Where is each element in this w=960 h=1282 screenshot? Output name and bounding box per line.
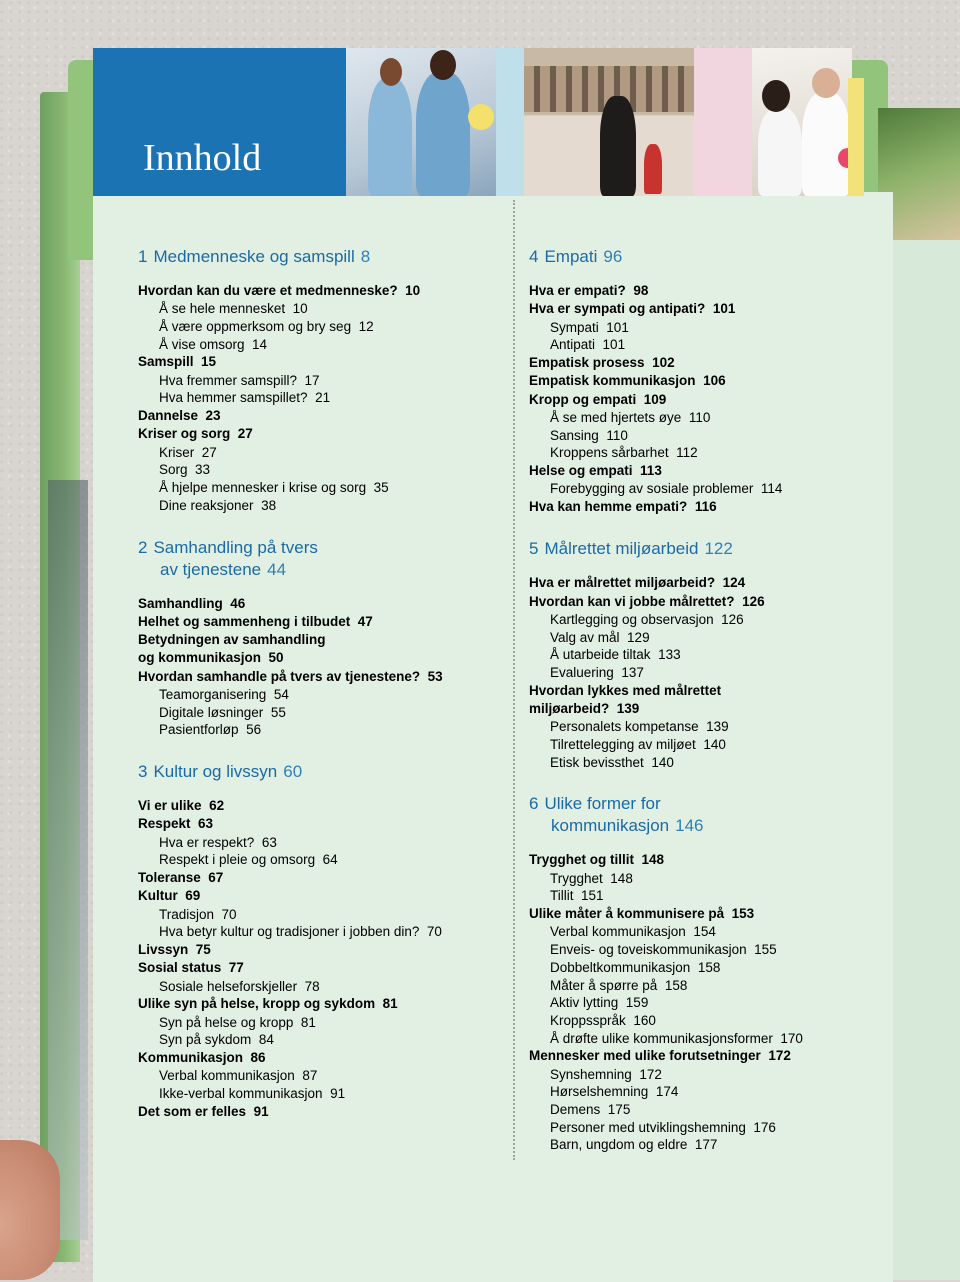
toc-entry-page: 114 — [760, 481, 783, 497]
toc-entry-page: 69 — [185, 888, 201, 904]
toc-entry-page: 98 — [633, 283, 649, 298]
chapter-number: 2 — [138, 537, 148, 557]
toc-subsection[interactable] — [138, 834, 508, 852]
toc-entry-page: 54 — [273, 687, 289, 702]
toc-entry-page: 140 — [703, 737, 726, 752]
chapter-title-cont: kommunikasjon — [551, 816, 670, 836]
toc-entry-title: Empatisk prosess — [529, 355, 645, 370]
toc-entry-title: Hva er målrettet miljøarbeid? — [529, 575, 716, 591]
chapter-title: Ulike former for — [544, 794, 661, 814]
toc-entry-title: Syn på sykdom — [159, 1032, 252, 1048]
toc-entry-title: Kriser og sorg — [138, 426, 231, 442]
chapter-title: Medmenneske og samspill — [153, 247, 355, 266]
toc-entry-title: Samspill — [138, 354, 194, 370]
toc-entry-title: og kommunikasjon — [138, 650, 262, 666]
toc-entry-page: 55 — [270, 704, 286, 720]
toc-column-left — [138, 246, 508, 1121]
toc-entry-title: Aktiv lytting — [550, 995, 619, 1011]
toc-subsection[interactable] — [529, 427, 899, 445]
toc-section[interactable] — [529, 282, 899, 300]
toc-subsection[interactable] — [138, 686, 508, 704]
toc-subsection[interactable] — [138, 1031, 508, 1049]
header-strip — [848, 78, 864, 196]
toc-entry-page: 81 — [382, 996, 398, 1012]
toc-entry-page: 110 — [606, 427, 628, 443]
toc-entry-page: 110 — [688, 409, 711, 425]
toc-entry-title: Kriser — [159, 444, 195, 460]
chapter-page: 96 — [603, 247, 623, 266]
toc-entry-page: 75 — [195, 942, 211, 958]
toc-section[interactable] — [138, 595, 508, 613]
toc-entry-page: 77 — [228, 960, 244, 976]
toc-subsection[interactable] — [138, 1085, 508, 1103]
toc-entry-page: 62 — [209, 798, 225, 814]
chapter-title: Kultur og livssyn — [153, 762, 278, 782]
toc-subsection[interactable] — [529, 336, 899, 354]
toc-entry-title: Evaluering — [550, 665, 614, 680]
chapter-number: 1 — [138, 247, 148, 266]
toc-entry-page: 109 — [643, 391, 667, 407]
toc-entry-title: Demens — [550, 1102, 601, 1118]
toc-entry-page: 101 — [712, 301, 736, 317]
toc-entry-title: Syn på helse og kropp — [159, 1014, 294, 1030]
toc-entry-title: Tillit — [550, 888, 574, 904]
toc-section[interactable] — [138, 282, 508, 300]
toc-section[interactable] — [138, 941, 508, 959]
toc-subsection[interactable] — [529, 718, 899, 736]
toc-entry-title: Hva hemmer samspillet? — [159, 390, 308, 406]
toc-entry-page: 126 — [721, 611, 744, 627]
toc-entry-page: 159 — [625, 995, 649, 1011]
toc-section[interactable] — [138, 815, 508, 833]
toc-entry-title: miljøarbeid? — [529, 701, 610, 716]
toc-entry-title: Personalets kompetanse — [550, 719, 699, 735]
toc-entry-page: 53 — [427, 668, 443, 684]
toc-entry-page: 112 — [676, 445, 698, 461]
toc-entry-page: 139 — [616, 701, 640, 716]
toc-section[interactable] — [529, 905, 899, 923]
chapter-heading[interactable] — [138, 246, 508, 268]
toc-entry-title: Helhet og sammenheng i tilbudet — [138, 613, 351, 629]
toc-entry-title: Kroppens sårbarhet — [550, 445, 669, 461]
toc-subsection[interactable] — [138, 978, 508, 996]
toc-entry-title: Synshemning — [550, 1066, 632, 1082]
toc-entry-title: Pasientforløp — [159, 722, 239, 738]
toc-entry-title: Dine reaksjoner — [159, 497, 254, 513]
toc-entry-title: Tradisjon — [159, 906, 215, 922]
toc-entry-title: Dobbeltkommunikasjon — [550, 959, 691, 975]
chapter-page: 146 — [675, 816, 704, 836]
toc-entry-page: 33 — [195, 462, 211, 478]
column-divider — [513, 200, 515, 1160]
chapter-title: Empati — [544, 247, 598, 266]
photo-caregiver — [752, 48, 852, 196]
toc-entry-page: 160 — [633, 1012, 656, 1028]
toc-entry-title: Sorg — [159, 462, 188, 478]
toc-entry-page: 174 — [655, 1084, 679, 1100]
toc-entry-title: Hva er sympati og antipati? — [529, 301, 706, 317]
toc-subsection[interactable] — [529, 870, 899, 888]
chapter-heading[interactable] — [529, 538, 899, 560]
chapter-page: 60 — [283, 762, 303, 782]
toc-subsection[interactable] — [529, 480, 899, 498]
toc-entry-page: 133 — [658, 647, 681, 663]
chapter-number: 4 — [529, 247, 539, 266]
toc-entry-page: 158 — [664, 977, 688, 993]
toc-entry-title: Ulike måter å kommunisere på — [529, 906, 725, 922]
toc-entry-page: 148 — [641, 852, 665, 868]
toc-entry-page: 91 — [253, 1103, 269, 1119]
thumb — [0, 1140, 60, 1280]
toc-entry-page: 17 — [304, 372, 320, 388]
toc-subsection[interactable] — [529, 1030, 899, 1048]
toc-entry-page: 14 — [252, 336, 268, 352]
toc-entry-title: Forebygging av sosiale problemer — [550, 481, 754, 497]
toc-entry-page: 21 — [315, 390, 331, 406]
chapter-title: Målrettet miljøarbeid — [544, 539, 699, 559]
toc-entry-title: Måter å spørre på — [550, 977, 658, 993]
toc-subsection[interactable] — [529, 1101, 899, 1119]
toc-entry-page: 27 — [201, 444, 217, 460]
toc-subsection[interactable] — [138, 389, 508, 407]
toc-subsection[interactable] — [529, 994, 899, 1012]
toc-section[interactable] — [138, 1049, 508, 1067]
header-title-block — [93, 48, 346, 196]
header-strip — [694, 48, 752, 196]
toc-entry-page: 35 — [373, 480, 389, 496]
toc-subsection[interactable] — [138, 906, 508, 924]
chapter-title-cont: av tjenestene — [160, 559, 262, 579]
next-page — [893, 240, 960, 1280]
toc-entry-page: 78 — [304, 978, 320, 994]
toc-entry-title: Kultur — [138, 888, 178, 904]
toc-entry-page: 175 — [607, 1102, 631, 1118]
toc-entry-page: 70 — [221, 906, 237, 922]
toc-subsection[interactable] — [138, 851, 508, 869]
toc-section[interactable] — [529, 462, 899, 480]
toc-entry-title: Å se hele mennesket — [159, 301, 286, 317]
toc-entry-page: 124 — [722, 575, 746, 591]
toc-subsection[interactable] — [529, 646, 899, 664]
toc-entry-page: 158 — [697, 959, 721, 975]
toc-section[interactable] — [529, 682, 899, 700]
page-title: Innhold — [143, 137, 262, 179]
toc-column-right — [529, 246, 899, 1154]
toc-section[interactable] — [138, 869, 508, 887]
toc-entry-title: Digitale løsninger — [159, 704, 264, 720]
toc-subsection[interactable] — [138, 704, 508, 722]
toc-entry-title: Sosiale helseforskjeller — [159, 978, 298, 994]
toc-entry-page: 12 — [358, 319, 374, 334]
toc-subsection[interactable] — [138, 336, 508, 354]
chapter-heading[interactable] — [138, 537, 508, 581]
toc-entry-title: Hva er respekt? — [159, 834, 255, 850]
toc-entry-page: 177 — [694, 1137, 718, 1153]
toc-entry-page: 67 — [208, 870, 224, 886]
toc-entry-page: 172 — [639, 1066, 662, 1082]
toc-entry-page: 155 — [754, 942, 777, 958]
toc-entry-page: 106 — [703, 373, 726, 389]
toc-entry-title: Barn, ungdom og eldre — [550, 1137, 688, 1153]
toc-entry-page: 113 — [640, 463, 662, 478]
toc-entry-title: Kroppsspråk — [550, 1012, 626, 1028]
toc-subsection[interactable] — [529, 1012, 899, 1030]
toc-entry-page: 101 — [602, 337, 626, 353]
toc-section[interactable] — [138, 425, 508, 443]
toc-subsection[interactable] — [138, 497, 508, 515]
toc-subsection[interactable] — [529, 977, 899, 995]
toc-entry-page: 140 — [651, 754, 674, 770]
toc-entry-title: Enveis- og toveiskommunikasjon — [550, 942, 747, 958]
toc-section[interactable] — [529, 391, 899, 409]
toc-section[interactable] — [138, 995, 508, 1013]
chapter-heading[interactable] — [529, 793, 899, 837]
toc-subsection[interactable] — [529, 923, 899, 941]
toc-entry-title: Sosial status — [138, 960, 222, 976]
toc-entry-page: 84 — [258, 1032, 274, 1048]
toc-entry-title: Betydningen av samhandling — [138, 632, 326, 648]
toc-entry-page: 172 — [768, 1048, 791, 1064]
toc-entry-page: 63 — [261, 834, 277, 850]
toc-section[interactable] — [138, 668, 508, 686]
toc-section[interactable] — [138, 407, 508, 425]
toc-subsection[interactable] — [529, 941, 899, 959]
toc-section[interactable] — [138, 631, 508, 649]
toc-entry-title: Hva fremmer samspill? — [159, 372, 298, 388]
toc-section[interactable] — [529, 498, 899, 516]
toc-entry-title: Kropp og empati — [529, 391, 637, 407]
toc-entry-page: 148 — [610, 870, 633, 886]
toc-entry-page: 86 — [250, 1050, 266, 1066]
toc-entry-page: 63 — [198, 816, 214, 832]
toc-subsection[interactable] — [529, 629, 899, 647]
page-header — [93, 48, 863, 196]
toc-entry-title: Samhandling — [138, 595, 223, 611]
toc-subsection[interactable] — [529, 611, 899, 629]
toc-subsection[interactable] — [138, 923, 508, 941]
toc-subsection[interactable] — [529, 736, 899, 754]
toc-subsection[interactable] — [138, 444, 508, 462]
toc-entry-title: Å utarbeide tiltak — [550, 647, 651, 663]
toc-section[interactable] — [138, 959, 508, 977]
toc-section[interactable] — [529, 372, 899, 390]
chapter-heading[interactable] — [138, 761, 508, 783]
toc-entry-page: 101 — [606, 319, 629, 335]
book-page-stack — [48, 480, 88, 1240]
toc-subsection[interactable] — [529, 1083, 899, 1101]
toc-entry-title: Hvordan kan du være et medmenneske? — [138, 283, 398, 298]
toc-entry-page: 176 — [753, 1119, 776, 1135]
toc-section[interactable] — [529, 574, 899, 592]
toc-entry-title: Personer med utviklingshemning — [550, 1119, 746, 1135]
toc-entry-title: Valg av mål — [550, 629, 620, 645]
toc-section[interactable] — [138, 797, 508, 815]
toc-entry-page: 56 — [246, 722, 262, 738]
toc-subsection[interactable] — [138, 461, 508, 479]
chapter-number: 5 — [529, 539, 539, 559]
toc-entry-title: Ulike syn på helse, kropp og sykdom — [138, 996, 376, 1012]
toc-entry-page: 50 — [268, 650, 284, 666]
toc-entry-title: Sympati — [550, 319, 599, 335]
toc-entry-title: Dannelse — [138, 408, 199, 424]
toc-subsection[interactable] — [529, 444, 899, 462]
toc-entry-title: Kommunikasjon — [138, 1050, 244, 1066]
chapter-heading[interactable] — [529, 246, 899, 268]
toc-entry-title: Verbal kommunikasjon — [159, 1068, 295, 1084]
toc-entry-title: Det som er felles — [138, 1103, 247, 1119]
toc-entry-title: Hva er empati? — [529, 283, 626, 298]
chapter-title: Samhandling på tvers — [153, 537, 318, 557]
header-strip — [496, 48, 524, 196]
toc-entry-title: Ikke-verbal kommunikasjon — [159, 1086, 323, 1102]
photo-courtyard — [524, 48, 694, 196]
toc-entry-page: 27 — [237, 426, 253, 442]
toc-entry-page: 129 — [627, 629, 650, 645]
toc-subsection[interactable] — [138, 721, 508, 739]
chapter-page: 44 — [267, 559, 287, 579]
toc-entry-page: 153 — [731, 906, 755, 922]
toc-subsection[interactable] — [529, 887, 899, 905]
toc-entry-page: 139 — [706, 719, 729, 735]
toc-entry-page: 38 — [261, 497, 277, 513]
toc-subsection[interactable] — [529, 754, 899, 772]
toc-entry-title: Å vise omsorg — [159, 336, 245, 352]
toc-subsection[interactable] — [529, 664, 899, 682]
toc-entry-page: 170 — [780, 1030, 803, 1046]
chapter-page: 8 — [360, 247, 371, 266]
toc-subsection[interactable] — [138, 479, 508, 497]
toc-entry-title: Hvordan samhandle på tvers av tjenestene? — [138, 668, 421, 684]
toc-entry-title: Trygghet og tillit — [529, 852, 634, 868]
toc-subsection[interactable] — [138, 1067, 508, 1085]
toc-entry-title: Livssyn — [138, 942, 189, 958]
toc-entry-page: 10 — [405, 283, 421, 298]
toc-entry-page: 15 — [201, 354, 217, 370]
toc-entry-title: Teamorganisering — [159, 687, 267, 702]
toc-entry-title: Å være oppmerksom og bry seg — [159, 319, 352, 334]
toc-entry-page: 47 — [357, 613, 373, 629]
toc-entry-title: Helse og empati — [529, 463, 633, 478]
toc-entry-title: Antipati — [550, 337, 596, 353]
toc-entry-page: 23 — [205, 408, 221, 424]
toc-entry-title: Hva kan hemme empati? — [529, 499, 688, 514]
toc-section[interactable] — [529, 300, 899, 318]
toc-entry-title: Empatisk kommunikasjon — [529, 373, 696, 389]
toc-entry-title: Å hjelpe mennesker i krise og sorg — [159, 480, 367, 496]
toc-section[interactable] — [529, 593, 899, 611]
toc-entry-title: Hvordan kan vi jobbe målrettet? — [529, 593, 735, 609]
toc-entry-page: 137 — [621, 665, 644, 680]
toc-entry-title: Vi er ulike — [138, 798, 202, 814]
toc-entry-page: 154 — [693, 924, 716, 940]
toc-subsection[interactable] — [529, 1136, 899, 1154]
toc-entry-page: 91 — [330, 1086, 346, 1102]
chapter-number: 3 — [138, 762, 148, 782]
toc-subsection[interactable] — [529, 1066, 899, 1084]
toc-entry-title: Respekt i pleie og omsorg — [159, 852, 316, 868]
toc-entry-title: Kartlegging og observasjon — [550, 611, 714, 627]
toc-entry-title: Hørselshemning — [550, 1084, 649, 1100]
toc-subsection[interactable] — [138, 300, 508, 318]
toc-entry-title: Etisk bevissthet — [550, 754, 644, 770]
toc-subsection[interactable] — [529, 319, 899, 337]
toc-entry-title: Respekt — [138, 816, 191, 832]
toc-entry-title: Hva betyr kultur og tradisjoner i jobben din? — [159, 924, 420, 940]
toc-entry-title: Mennesker med ulike forutsetninger — [529, 1048, 761, 1064]
toc-section[interactable] — [138, 649, 508, 667]
toc-section[interactable] — [138, 613, 508, 631]
chapter-number: 6 — [529, 794, 539, 814]
toc-subsection[interactable] — [529, 409, 899, 427]
toc-section[interactable] — [138, 1103, 508, 1121]
toc-section[interactable] — [138, 353, 508, 371]
toc-entry-title: Sansing — [550, 427, 599, 443]
toc-subsection[interactable] — [529, 1119, 899, 1137]
toc-subsection[interactable] — [138, 1014, 508, 1032]
toc-entry-page: 46 — [230, 595, 246, 611]
toc-entry-page: 70 — [426, 924, 442, 940]
toc-subsection[interactable] — [529, 959, 899, 977]
chapter-page: 122 — [704, 539, 733, 559]
toc-section[interactable] — [529, 700, 899, 718]
toc-section[interactable] — [529, 851, 899, 869]
toc-entry-page: 87 — [302, 1068, 318, 1084]
toc-entry-page: 126 — [742, 593, 765, 609]
toc-entry-page: 151 — [581, 888, 604, 904]
toc-entry-title: Toleranse — [138, 870, 201, 886]
toc-subsection[interactable] — [138, 372, 508, 390]
toc-entry-page: 102 — [652, 355, 675, 370]
toc-entry-page: 116 — [694, 499, 717, 514]
toc-section[interactable] — [529, 1047, 899, 1065]
toc-entry-title: Hvordan lykkes med målrettet — [529, 682, 722, 698]
toc-entry-title: Tilrettelegging av miljøet — [550, 737, 696, 752]
toc-section[interactable] — [529, 354, 899, 372]
toc-entry-title: Å drøfte ulike kommunikasjonsformer — [550, 1030, 773, 1046]
toc-entry-page: 64 — [322, 852, 338, 868]
toc-entry-title: Trygghet — [550, 870, 603, 886]
toc-entry-title: Verbal kommunikasjon — [550, 924, 686, 940]
toc-subsection[interactable] — [138, 318, 508, 336]
toc-entry-title: Å se med hjertets øye — [550, 409, 682, 425]
toc-entry-page: 10 — [292, 301, 308, 317]
toc-entry-page: 81 — [300, 1014, 316, 1030]
photo-nurses — [346, 48, 496, 196]
toc-section[interactable] — [138, 887, 508, 905]
